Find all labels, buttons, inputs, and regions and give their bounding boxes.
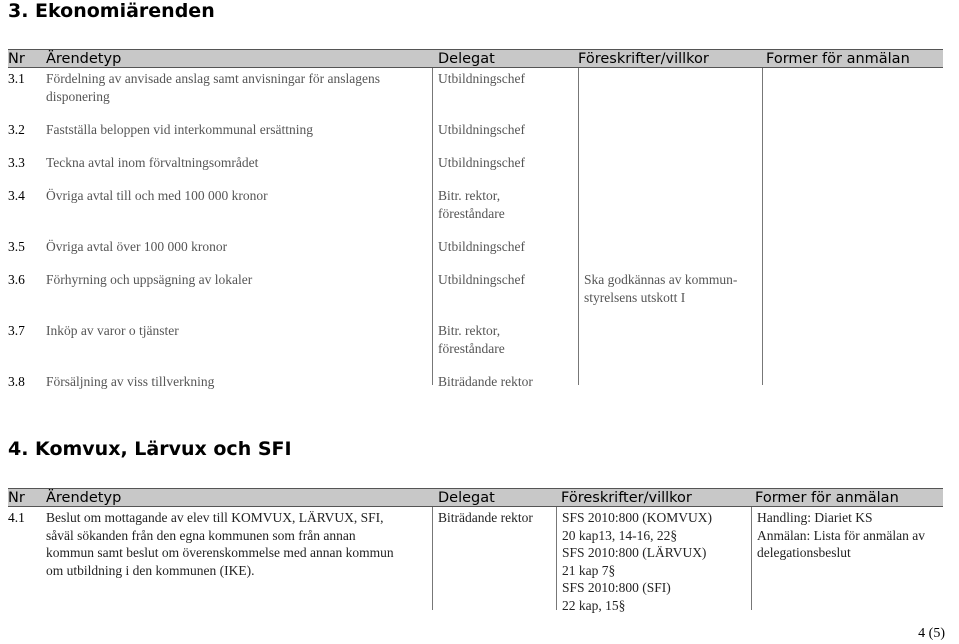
row-number: 3.8 — [8, 374, 25, 389]
cell-arende: disponering — [46, 88, 110, 104]
table-header — [8, 49, 943, 68]
row-number: 3.2 — [8, 122, 25, 137]
cell-delegat: föreståndare — [438, 340, 505, 356]
cell-delegat: Bitr. rektor, — [438, 188, 501, 203]
cell-arende: Förhyrning och uppsägning av lokaler — [46, 272, 253, 287]
header-bottom-rule — [8, 506, 943, 507]
cell-arende: Fördelning av anvisade anslag samt anvisningar för anslagens — [46, 71, 381, 86]
header-delegat: Delegat — [438, 51, 495, 67]
column-divider — [432, 507, 433, 610]
header-former: Former för anmälan — [755, 490, 899, 506]
cell-villkor: 22 kap, 15§ — [562, 597, 626, 613]
cell-delegat: Utbildningschef — [438, 122, 525, 137]
header-arendetyp: Ärendetyp — [46, 490, 122, 506]
row-number: 4.1 — [8, 510, 25, 525]
cell-arende: Övriga avtal över 100 000 kronor — [46, 239, 228, 254]
header-foreskrifter: Föreskrifter/villkor — [578, 51, 709, 67]
row-number: 3.5 — [8, 239, 25, 254]
cell-arende: Inköp av varor o tjänster — [46, 323, 179, 338]
cell-villkor: SFS 2010:800 (SFI) — [562, 580, 671, 595]
cell-arende: Fastställa beloppen vid interkommunal ersättning — [46, 122, 313, 137]
column-divider — [578, 68, 579, 385]
cell-delegat: Utbildningschef — [438, 272, 525, 287]
cell-villkor: styrelsens utskott I — [584, 289, 686, 305]
header-foreskrifter: Föreskrifter/villkor — [561, 490, 692, 506]
header-former: Former för anmälan — [766, 51, 910, 67]
cell-arende: Beslut om mottagande av elev till KOMVUX, LÄRVUX, SFI, — [46, 510, 384, 525]
header-bottom-rule — [8, 67, 943, 68]
cell-villkor: Ska godkännas av kommun- — [584, 272, 738, 287]
header-delegat: Delegat — [438, 490, 495, 506]
cell-arende: Övriga avtal till och med 100 000 kronor — [46, 188, 268, 203]
section-4-title: 4. Komvux, Lärvux och SFI — [8, 438, 292, 460]
cell-delegat: Biträdande rektor — [438, 374, 533, 389]
column-divider — [751, 507, 752, 610]
cell-villkor: 20 kap13, 14-16, 22§ — [562, 527, 678, 543]
column-divider — [762, 68, 763, 385]
cell-former: delegationsbeslut — [757, 545, 851, 560]
header-nr: Nr — [8, 51, 25, 67]
cell-delegat: Utbildningschef — [438, 155, 525, 170]
row-number: 3.6 — [8, 272, 25, 287]
cell-villkor: SFS 2010:800 (LÄRVUX) — [562, 545, 707, 560]
row-number: 3.1 — [8, 71, 25, 86]
cell-villkor: SFS 2010:800 (KOMVUX) — [562, 510, 713, 525]
cell-arende: kommun samt beslut om överenskommelse med annan kommun — [46, 545, 394, 560]
cell-delegat: Bitr. rektor, — [438, 323, 501, 338]
column-divider — [556, 507, 557, 610]
cell-arende: såväl sökanden från den egna kommunen som från annan — [46, 527, 356, 543]
row-number: 3.4 — [8, 188, 25, 203]
cell-arende: Försäljning av viss tillverkning — [46, 374, 215, 389]
page-number: 4 (5) — [918, 626, 945, 641]
table-header — [8, 488, 943, 507]
row-number: 3.7 — [8, 323, 25, 338]
cell-delegat: Utbildningschef — [438, 239, 525, 254]
cell-arende: om utbildning i den kommunen (IKE). — [46, 562, 255, 578]
section-3-title: 3. Ekonomiärenden — [8, 0, 215, 22]
header-nr: Nr — [8, 490, 25, 506]
cell-arende: Teckna avtal inom förvaltningsområdet — [46, 155, 259, 170]
cell-former: Anmälan: Lista för anmälan av — [757, 527, 925, 543]
column-divider — [432, 68, 433, 385]
header-arendetyp: Ärendetyp — [46, 51, 122, 67]
cell-delegat: Utbildningschef — [438, 71, 525, 86]
cell-delegat: föreståndare — [438, 205, 505, 221]
row-number: 3.3 — [8, 155, 25, 170]
cell-delegat: Biträdande rektor — [438, 510, 533, 525]
cell-villkor: 21 kap 7§ — [562, 562, 616, 578]
cell-former: Handling: Diariet KS — [757, 510, 873, 525]
